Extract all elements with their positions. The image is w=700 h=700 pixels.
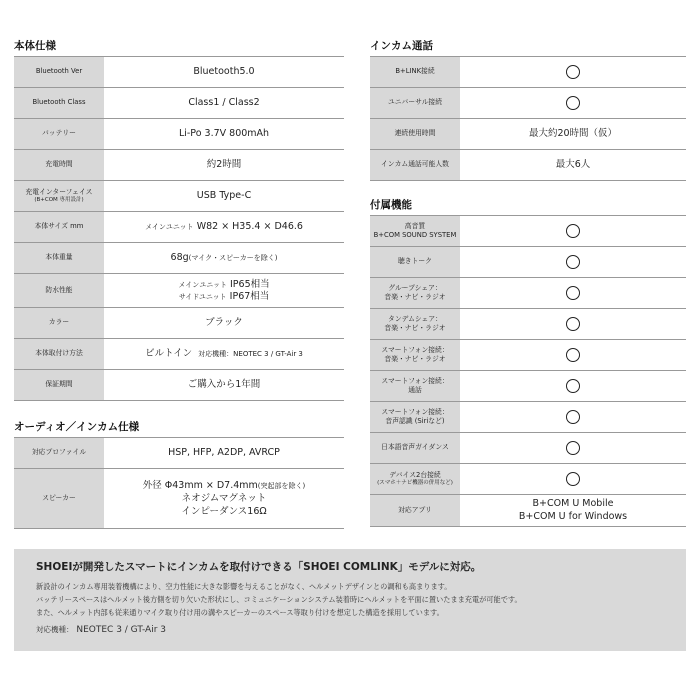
row-label-sub: 音楽・ナビ・ラジオ — [384, 324, 446, 332]
row-value — [104, 243, 344, 274]
row-label — [370, 309, 460, 340]
table-row — [370, 340, 686, 371]
row-label-main: スマートフォン接続： — [381, 376, 449, 385]
value2-main: IP67相当 — [229, 290, 270, 302]
row-label — [370, 278, 460, 309]
right-column — [370, 36, 686, 527]
row-value — [460, 340, 686, 371]
row-value — [460, 278, 686, 309]
table-row — [14, 469, 344, 529]
row-label-sub: B+COM SOUND SYSTEM — [373, 231, 457, 239]
row-label — [370, 340, 460, 371]
table-row — [14, 308, 344, 339]
circle-icon — [566, 472, 580, 486]
table-row — [14, 150, 344, 181]
value-main: 68g — [170, 252, 189, 264]
row-label: 保証期間 — [14, 370, 104, 401]
circle-icon — [566, 255, 580, 269]
table-row — [14, 212, 344, 243]
row-label: 本体重量 — [14, 243, 104, 274]
value-suffix: (マイク・スピーカーを除く) — [188, 254, 278, 263]
table-row — [14, 181, 344, 212]
row-label: カラー — [14, 308, 104, 339]
circle-icon — [566, 379, 580, 393]
table-row — [370, 88, 686, 119]
circle-icon — [566, 441, 580, 455]
table-row — [370, 150, 686, 181]
app-name-windows: B+COM U for Windows — [518, 510, 628, 522]
row-value — [104, 212, 344, 243]
table-row — [370, 464, 686, 495]
row-label-sub: 音楽・ナビ・ラジオ — [384, 293, 446, 301]
row-label — [370, 371, 460, 402]
row-value — [104, 274, 344, 308]
circle-icon — [566, 317, 580, 331]
circle-icon — [566, 96, 580, 110]
row-value — [460, 216, 686, 247]
row-value: Bluetooth5.0 — [104, 57, 344, 88]
row-label-main: 高音質 — [404, 221, 426, 230]
audio-spec-title: オーディオ／インカム仕様 — [14, 421, 140, 433]
row-label: スピーカー — [14, 469, 104, 529]
features-title: 付属機能 — [370, 199, 412, 211]
row-value — [460, 309, 686, 340]
row-label: 充電時間 — [14, 150, 104, 181]
row-value — [460, 433, 686, 464]
table-row — [14, 57, 344, 88]
row-value: ブラック — [104, 308, 344, 339]
circle-icon — [566, 224, 580, 238]
row-value — [460, 371, 686, 402]
models-label: 対応機種： — [36, 625, 74, 634]
table-row — [14, 243, 344, 274]
table-row — [370, 57, 686, 88]
row-label: 防水性能 — [14, 274, 104, 308]
table-row — [370, 371, 686, 402]
intercom-title: インカム通話 — [370, 40, 433, 52]
main-spec-title: 本体仕様 — [14, 40, 56, 52]
table-row — [14, 370, 344, 401]
row-value: HSP, HFP, A2DP, AVRCP — [104, 438, 344, 469]
table-row — [370, 278, 686, 309]
table-row — [14, 339, 344, 370]
row-label-main: デバイス2台接続 — [389, 470, 441, 479]
table-row — [370, 495, 686, 527]
row-label — [14, 181, 104, 212]
table-row — [370, 402, 686, 433]
row-value: Class1 / Class2 — [104, 88, 344, 119]
row-label-main: 充電インターフェイス — [25, 187, 93, 196]
row-label: インカム通話可能人数 — [370, 150, 460, 181]
row-value — [460, 57, 686, 88]
row-label-main: タンデムシェア： — [388, 314, 442, 323]
supported-models — [36, 624, 664, 635]
circle-icon — [566, 286, 580, 300]
row-label — [370, 464, 460, 495]
row-label: 連続使用時間 — [370, 119, 460, 150]
row-value: Li-Po 3.7V 800mAh — [104, 119, 344, 150]
row-value: USB Type-C — [104, 181, 344, 212]
value-line2: ネオジムマグネット — [181, 492, 267, 504]
value-main: IP65相当 — [230, 278, 270, 290]
row-label: B+LINK接続 — [370, 57, 460, 88]
row-value — [460, 402, 686, 433]
row-value — [460, 464, 686, 495]
value-suffix: 対応機種：NEOTEC 3 / GT-Air 3 — [198, 350, 303, 359]
banner-line: また、ヘルメット内部も従来通りマイク取り付け用の溝やスピーカーのスペース等取り付けを想定した構造を採用しています。 — [36, 608, 444, 617]
row-label-sub: 通話 — [408, 386, 422, 394]
value-main: W82 × H35.4 × D46.6 — [196, 221, 303, 233]
row-value: 最大6人 — [460, 150, 686, 181]
row-label-sub: 音楽・ナビ・ラジオ — [384, 355, 446, 363]
app-name-mobile: B+COM U Mobile — [532, 497, 614, 509]
row-label: 対応プロファイル — [14, 438, 104, 469]
row-value — [460, 495, 686, 527]
row-label-sub: (B+COM 専用設計) — [34, 196, 84, 203]
row-label-main: グループシェア： — [388, 283, 442, 292]
row-label: 本体サイズ mm — [14, 212, 104, 243]
table-row — [370, 119, 686, 150]
row-value: 約2時間 — [104, 150, 344, 181]
value2-prefix: サイドユニット — [178, 292, 227, 301]
features-table — [370, 215, 686, 527]
value-prefix: メインユニット — [178, 280, 227, 289]
table-row — [370, 216, 686, 247]
comlink-banner — [14, 549, 686, 651]
row-label — [370, 402, 460, 433]
circle-icon — [566, 348, 580, 362]
table-row — [370, 247, 686, 278]
row-label: Bluetooth Class — [14, 88, 104, 119]
table-row — [14, 119, 344, 150]
table-row — [14, 438, 344, 469]
row-value: ご購入から1年間 — [104, 370, 344, 401]
row-label-sub: (スマホ＋ナビ機器の併用など) — [377, 479, 453, 486]
table-row — [14, 274, 344, 308]
row-label — [370, 216, 460, 247]
row-label: ユニバーサル接続 — [370, 88, 460, 119]
row-label-main: スマートフォン接続： — [381, 407, 449, 416]
row-label: 対応アプリ — [370, 495, 460, 527]
banner-title: SHOEIが開発したスマートにインカムを取付けできる「SHOEI COMLINK」モデルに対応。 — [36, 561, 482, 573]
value-line1-suffix: (突起部を除く) — [257, 481, 306, 490]
banner-line: 新設計のインカム専用装着機構により、空力性能に大きな影響を与えることがなく、ヘルメットデザインとの調和も高まります。 — [36, 582, 452, 591]
table-row — [370, 309, 686, 340]
value-prefix: メインユニット — [145, 223, 194, 232]
value-main: ビルトイン — [145, 348, 193, 360]
row-label-main: スマートフォン接続： — [381, 345, 449, 354]
row-label-sub: 音声認識 (Siriなど) — [385, 417, 445, 425]
row-value: 最大約20時間（仮） — [460, 119, 686, 150]
row-value — [104, 339, 344, 370]
value-line3: インピーダンス16Ω — [181, 506, 267, 518]
row-value — [460, 88, 686, 119]
row-label: Bluetooth Ver — [14, 57, 104, 88]
left-column — [14, 36, 344, 529]
row-value — [104, 469, 344, 529]
table-row — [14, 88, 344, 119]
value-line1: 外径 Φ43mm × D7.4mm — [142, 479, 258, 491]
audio-spec-table — [14, 437, 344, 529]
row-label: バッテリー — [14, 119, 104, 150]
table-row — [370, 433, 686, 464]
row-label: 本体取付け方法 — [14, 339, 104, 370]
row-label: 聴きトーク — [370, 247, 460, 278]
banner-line: バッテリースペースはヘルメット後方側を切り欠いた形状にし、コミュニケーションシステム装着時にヘルメットを平面に置いたまま充電が可能です。 — [36, 595, 522, 604]
main-spec-table — [14, 56, 344, 401]
intercom-table — [370, 56, 686, 181]
models-value: NEOTEC 3 / GT-Air 3 — [76, 625, 167, 635]
row-label: 日本語音声ガイダンス — [370, 433, 460, 464]
row-value — [460, 247, 686, 278]
circle-icon — [566, 410, 580, 424]
circle-icon — [566, 65, 580, 79]
